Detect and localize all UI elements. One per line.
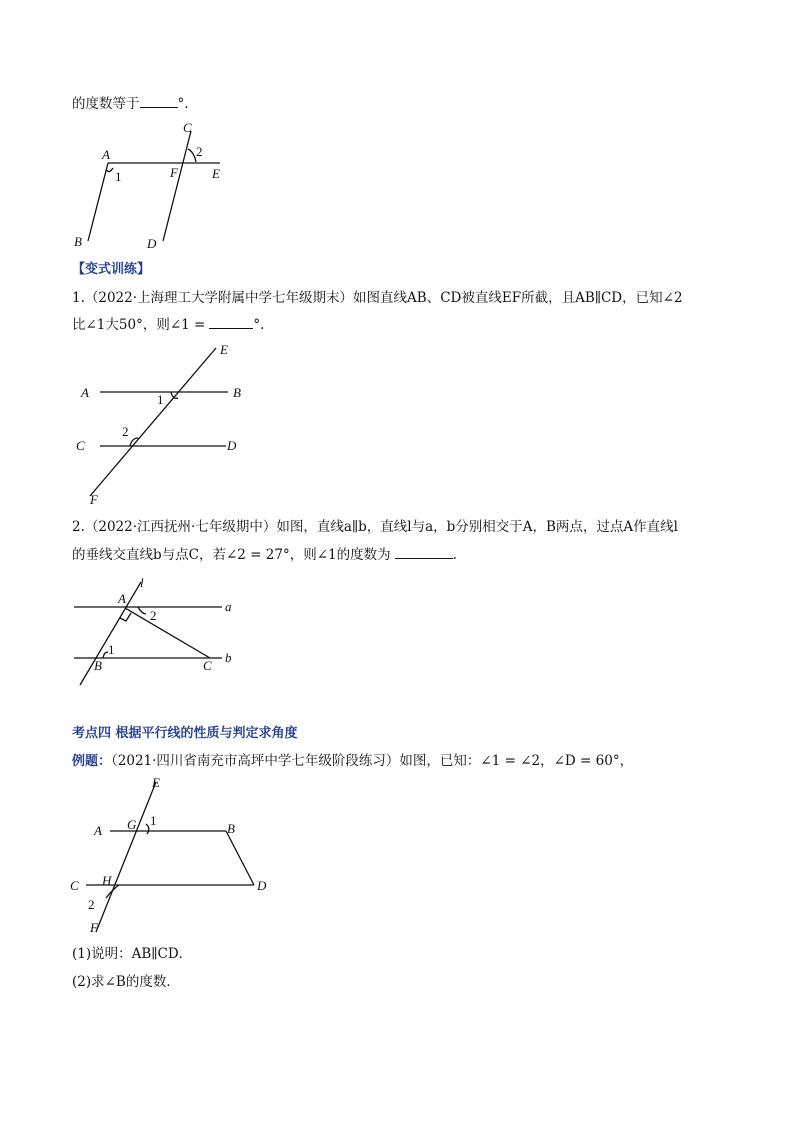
section-4-heading: 考点四 根据平行线的性质与判定求角度 bbox=[72, 726, 298, 741]
label-g: G bbox=[127, 817, 137, 832]
label-d: D bbox=[257, 878, 267, 893]
label-e: E bbox=[220, 342, 228, 357]
answer-blank[interactable] bbox=[395, 546, 453, 559]
label-a: A bbox=[94, 823, 102, 838]
question-2-suffix: . bbox=[452, 547, 457, 563]
angle-2-arc bbox=[138, 607, 146, 614]
label-angle-2: 2 bbox=[88, 897, 95, 912]
label-a: A bbox=[118, 591, 126, 606]
example-text: （2021·四川省南充市高坪中学七年级阶段练习）如图，已知：∠1 = ∠2，∠D = 60°， bbox=[111, 753, 634, 769]
angle-1-arc bbox=[107, 168, 113, 172]
label-b: B bbox=[233, 385, 241, 400]
label-a: A bbox=[81, 385, 89, 400]
label-c: C bbox=[70, 878, 79, 893]
variant-training-heading: 【变式训练】 bbox=[72, 262, 151, 277]
label-angle-2: 2 bbox=[122, 424, 129, 439]
line-l bbox=[80, 582, 141, 685]
example-line bbox=[72, 751, 633, 772]
label-l: l bbox=[140, 575, 144, 590]
label-d: D bbox=[147, 236, 157, 251]
label-angle-1: 1 bbox=[108, 642, 115, 657]
question-1-prefix: 比∠1大50°，则∠1 = bbox=[72, 317, 206, 333]
question-2-line-1: 2.（2022·江西抚州·七年级期中）如图，直线a∥b，直线l与a，b分别相交于A，B两点，过点A作直线l bbox=[72, 519, 678, 535]
figure-perpendicular-transversal bbox=[70, 572, 250, 692]
answer-blank[interactable] bbox=[140, 95, 178, 108]
question-2-prefix: 的垂线交直线b与点C，若∠2 = 27°，则∠1的度数为 bbox=[72, 547, 391, 563]
question-0-suffix: °. bbox=[177, 96, 189, 112]
label-angle-1: 1 bbox=[157, 392, 164, 407]
sub-question-2: (2)求∠B的度数． bbox=[72, 974, 180, 990]
label-f: F bbox=[90, 920, 98, 935]
question-1-suffix: °. bbox=[253, 317, 265, 333]
label-c: C bbox=[183, 120, 192, 135]
label-angle-2: 2 bbox=[150, 608, 157, 623]
label-line-b: b bbox=[225, 650, 232, 665]
label-b: B bbox=[227, 821, 235, 836]
question-1-line-2 bbox=[72, 315, 264, 335]
label-f: F bbox=[90, 492, 98, 507]
figure-trapezoid-transversal bbox=[64, 772, 284, 942]
line-ef bbox=[96, 782, 156, 932]
label-e: E bbox=[212, 166, 220, 181]
line-ab bbox=[88, 163, 108, 241]
sub-question-1: (1)说明：AB∥CD． bbox=[72, 946, 193, 962]
label-c: C bbox=[203, 658, 212, 673]
label-f: F bbox=[170, 165, 178, 180]
label-d: D bbox=[227, 438, 237, 453]
label-angle-1: 1 bbox=[150, 813, 157, 828]
question-2-line-2 bbox=[72, 545, 457, 565]
label-h: H bbox=[102, 873, 112, 888]
label-line-a: a bbox=[225, 599, 232, 614]
line-bd bbox=[226, 831, 254, 885]
line-ac bbox=[125, 608, 210, 658]
line-ef bbox=[90, 348, 216, 496]
figure-transversal-ef bbox=[70, 340, 260, 510]
label-b: B bbox=[74, 234, 82, 249]
question-0-line bbox=[72, 94, 189, 114]
label-angle-1: 1 bbox=[115, 169, 122, 184]
label-angle-2: 2 bbox=[196, 144, 203, 159]
figure-parallel-lines-ab-cd bbox=[60, 118, 240, 258]
label-e: E bbox=[152, 775, 160, 790]
question-1-line-1: 1.（2022·上海理工大学附属中学七年级期末）如图直线AB、CD被直线EF所截，且AB∥CD，已知∠2 bbox=[72, 290, 683, 306]
example-label: 例题： bbox=[72, 754, 112, 769]
angle-2-arc bbox=[188, 149, 196, 162]
label-b: B bbox=[94, 658, 102, 673]
answer-blank[interactable] bbox=[209, 316, 253, 329]
question-0-text: 的度数等于 bbox=[72, 96, 140, 112]
line-cd bbox=[163, 131, 191, 241]
angle-1-arc bbox=[146, 824, 149, 834]
label-c: C bbox=[76, 438, 85, 453]
label-a: A bbox=[102, 147, 110, 162]
